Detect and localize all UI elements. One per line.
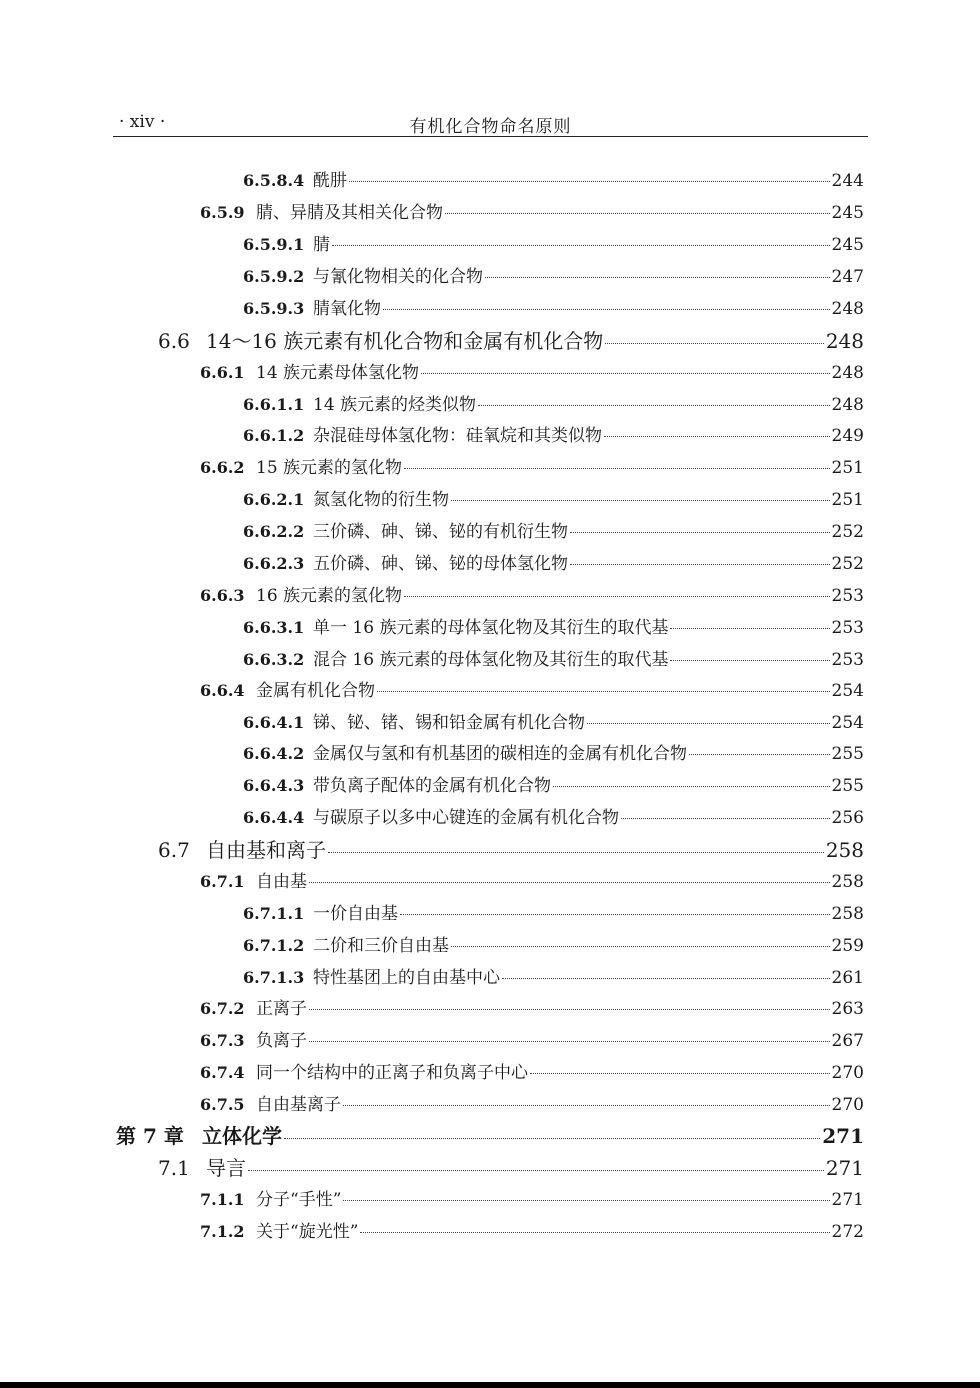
toc-entry-page: 253 bbox=[831, 650, 864, 670]
toc-entry[interactable] bbox=[243, 421, 864, 446]
dot-leader bbox=[284, 1138, 820, 1139]
toc-entry-page: 259 bbox=[831, 936, 864, 956]
toc-entry[interactable] bbox=[243, 166, 864, 191]
toc-entry-title: 混合 16 族元素的母体氢化物及其衍生的取代基 bbox=[313, 650, 669, 670]
toc-entry-number: 6.7.1.2 bbox=[243, 936, 305, 955]
dot-leader bbox=[570, 532, 830, 533]
toc-entry-number: 6.7.4 bbox=[200, 1063, 245, 1082]
dot-leader bbox=[404, 468, 830, 469]
toc-entry-number: 6.6 bbox=[158, 329, 190, 353]
toc-entry-number: 6.7.5 bbox=[200, 1095, 245, 1114]
toc-entry[interactable] bbox=[116, 1120, 864, 1149]
toc-entry-number: 6.6.4.4 bbox=[243, 808, 305, 827]
toc-entry-page: 248 bbox=[825, 329, 864, 353]
dot-leader bbox=[383, 309, 830, 310]
dot-leader bbox=[689, 754, 830, 755]
toc-entry-number: 6.7 bbox=[158, 838, 190, 862]
toc-entry-number: 6.6.4.1 bbox=[243, 713, 305, 732]
toc-entry-title: 单一 16 族元素的母体氢化物及其衍生的取代基 bbox=[313, 618, 669, 638]
toc-entry-number: 6.6.1.1 bbox=[243, 395, 305, 414]
toc-entry[interactable] bbox=[243, 613, 864, 638]
toc-entry-number: 6.6.4.3 bbox=[243, 776, 305, 795]
toc-entry[interactable] bbox=[243, 931, 864, 956]
dot-leader bbox=[343, 1105, 830, 1106]
toc-entry[interactable] bbox=[200, 453, 864, 478]
toc-entry-number: 7.1 bbox=[158, 1156, 190, 1180]
toc-entry[interactable] bbox=[200, 1185, 864, 1210]
toc-entry-title: 五价磷、砷、锑、铋的母体氢化物 bbox=[313, 554, 568, 574]
toc-entry-number: 6.5.9.1 bbox=[243, 235, 305, 254]
dot-leader bbox=[248, 1170, 824, 1171]
toc-entry-number: 6.6.2 bbox=[200, 458, 245, 477]
dot-leader bbox=[377, 691, 830, 692]
toc-entry-number: 6.6.1 bbox=[200, 363, 245, 382]
toc-entry-title: 金属仅与氢和有机基团的碳相连的金属有机化合物 bbox=[313, 744, 687, 764]
toc-entry[interactable] bbox=[243, 803, 864, 828]
toc-entry-number: 6.6.3.1 bbox=[243, 618, 305, 637]
dot-leader bbox=[332, 245, 830, 246]
toc-entry-page: 270 bbox=[831, 1095, 864, 1115]
toc-entry[interactable] bbox=[243, 230, 864, 255]
toc-entry-page: 253 bbox=[831, 586, 864, 606]
toc-entry[interactable] bbox=[243, 708, 864, 733]
dot-leader bbox=[400, 914, 830, 915]
toc-entry-title: 关于“旋光性” bbox=[256, 1222, 359, 1242]
dot-leader bbox=[478, 405, 830, 406]
dot-leader bbox=[343, 1200, 829, 1201]
dot-leader bbox=[451, 946, 830, 947]
toc-entry-page: 252 bbox=[831, 554, 864, 574]
dot-leader bbox=[404, 596, 830, 597]
toc-entry[interactable] bbox=[243, 262, 864, 287]
toc-entry-page: 272 bbox=[831, 1222, 864, 1242]
toc-entry-title: 氮氢化物的衍生物 bbox=[313, 490, 449, 510]
toc-entry-title: 锑、铋、锗、锡和铅金属有机化合物 bbox=[313, 713, 585, 733]
dot-leader bbox=[445, 213, 830, 214]
toc-entry-title: 导言 bbox=[206, 1156, 246, 1180]
toc-entry-number: 6.6.3.2 bbox=[243, 650, 305, 669]
toc-entry-title: 自由基 bbox=[256, 872, 307, 892]
toc-entry-number: 6.6.2.1 bbox=[243, 490, 305, 509]
dot-leader bbox=[349, 181, 830, 182]
dot-leader bbox=[670, 628, 829, 629]
toc-entry-number: 6.6.2.3 bbox=[243, 554, 305, 573]
dot-leader bbox=[309, 882, 830, 883]
dot-leader bbox=[570, 564, 830, 565]
toc-entry-number: 6.6.2.2 bbox=[243, 522, 305, 541]
toc-entry-title: 分子“手性” bbox=[256, 1190, 342, 1210]
toc-entry-page: 270 bbox=[831, 1063, 864, 1083]
dot-leader bbox=[309, 1009, 830, 1010]
book-title: 有机化合物命名原则 bbox=[409, 117, 572, 137]
toc-entry[interactable] bbox=[243, 294, 864, 319]
toc-entry-page: 271 bbox=[822, 1124, 864, 1148]
toc-entry-page: 248 bbox=[831, 395, 864, 415]
toc-entry-title: 腈、异腈及其相关化合物 bbox=[256, 203, 443, 223]
bottom-border bbox=[0, 1382, 980, 1388]
toc-entry-page: 248 bbox=[831, 363, 864, 383]
dot-leader bbox=[621, 818, 830, 819]
toc-entry[interactable] bbox=[200, 1090, 864, 1115]
toc-entry-page: 251 bbox=[831, 490, 864, 510]
dot-leader bbox=[328, 852, 824, 853]
toc-entry-number: 6.5.9.2 bbox=[243, 267, 305, 286]
toc-entry-page: 255 bbox=[831, 776, 864, 796]
toc-entry-number: 6.6.1.2 bbox=[243, 426, 305, 445]
toc-entry-number: 6.7.3 bbox=[200, 1031, 245, 1050]
toc-entry-title: 三价磷、砷、锑、铋的有机衍生物 bbox=[313, 522, 568, 542]
toc-entry[interactable] bbox=[200, 867, 864, 892]
toc-entry-title: 正离子 bbox=[256, 999, 307, 1019]
toc-entry-page: 251 bbox=[831, 458, 864, 478]
toc-entry-title: 14 族元素的烃类似物 bbox=[313, 395, 477, 415]
toc-entry[interactable] bbox=[200, 1217, 864, 1242]
page-number: · xiv · bbox=[119, 112, 166, 132]
toc-entry-number: 6.7.1.1 bbox=[243, 904, 305, 923]
toc-entry-page: 249 bbox=[831, 426, 864, 446]
toc-entry-page: 245 bbox=[831, 203, 864, 223]
toc-entry-page: 252 bbox=[831, 522, 864, 542]
toc-entry-page: 271 bbox=[825, 1156, 864, 1180]
toc-entry[interactable] bbox=[200, 358, 864, 383]
toc-entry-title: 杂混硅母体氢化物：硅氧烷和其类似物 bbox=[313, 426, 602, 446]
toc-entry[interactable] bbox=[243, 549, 864, 574]
dot-leader bbox=[587, 723, 830, 724]
toc-entry-page: 254 bbox=[831, 713, 864, 733]
toc-entry-page: 258 bbox=[825, 838, 864, 862]
toc-entry-title: 腈 bbox=[313, 235, 330, 255]
toc-entry-page: 244 bbox=[831, 171, 864, 191]
toc-entry-number: 7.1.1 bbox=[200, 1190, 245, 1209]
toc-entry[interactable] bbox=[158, 1152, 864, 1181]
toc-entry-title: 立体化学 bbox=[202, 1124, 282, 1148]
toc-entry-page: 255 bbox=[831, 744, 864, 764]
running-header bbox=[113, 110, 868, 137]
toc-entry[interactable] bbox=[243, 963, 864, 988]
toc-entry-title: 二价和三价自由基 bbox=[313, 936, 449, 956]
toc-entry[interactable] bbox=[200, 676, 864, 701]
toc-entry-title: 负离子 bbox=[256, 1031, 307, 1051]
toc-entry-number: 6.5.9 bbox=[200, 203, 245, 222]
dot-leader bbox=[502, 978, 830, 979]
toc-entry-page: 267 bbox=[831, 1031, 864, 1051]
toc-entry[interactable] bbox=[243, 771, 864, 796]
toc-entry-page: 245 bbox=[831, 235, 864, 255]
toc-entry[interactable] bbox=[243, 517, 864, 542]
toc-entry-number: 6.7.1 bbox=[200, 872, 245, 891]
toc-entry-number: 6.7.2 bbox=[200, 999, 245, 1018]
toc-entry-page: 271 bbox=[831, 1190, 864, 1210]
toc-entry-title: 与碳原子以多中心键连的金属有机化合物 bbox=[313, 808, 619, 828]
toc-entry-number: 6.5.8.4 bbox=[243, 171, 305, 190]
toc-entry-title: 一价自由基 bbox=[313, 904, 398, 924]
toc-entry-title: 同一个结构中的正离子和负离子中心 bbox=[256, 1063, 528, 1083]
dot-leader bbox=[451, 500, 830, 501]
toc-entry-number: 6.6.4 bbox=[200, 681, 245, 700]
toc-entry-page: 258 bbox=[831, 904, 864, 924]
toc-entry-page: 256 bbox=[831, 808, 864, 828]
toc-entry[interactable] bbox=[243, 390, 864, 415]
toc-entry-number: 6.6.3 bbox=[200, 586, 245, 605]
toc-entry[interactable] bbox=[243, 485, 864, 510]
toc-entry-title: 15 族元素的氢化物 bbox=[256, 458, 403, 478]
toc-entry[interactable] bbox=[243, 739, 864, 764]
toc-entry-page: 254 bbox=[831, 681, 864, 701]
dot-leader bbox=[604, 436, 830, 437]
dot-leader bbox=[309, 1041, 830, 1042]
toc-entry-title: 与氰化物相关的化合物 bbox=[313, 267, 483, 287]
dot-leader bbox=[530, 1073, 830, 1074]
toc-entry-title: 16 族元素的氢化物 bbox=[256, 586, 403, 606]
toc-entry-title: 自由基离子 bbox=[256, 1095, 341, 1115]
toc-entry[interactable] bbox=[200, 581, 864, 606]
dot-leader bbox=[553, 786, 830, 787]
toc-entry[interactable] bbox=[200, 1026, 864, 1051]
toc-entry-page: 261 bbox=[831, 968, 864, 988]
toc-entry-number: 6.6.4.2 bbox=[243, 744, 305, 763]
dot-leader bbox=[421, 373, 830, 374]
toc-entry[interactable] bbox=[158, 834, 864, 863]
toc-entry-title: 特性基团上的自由基中心 bbox=[313, 968, 500, 988]
toc-entry-page: 258 bbox=[831, 872, 864, 892]
toc-entry-number: 6.5.9.3 bbox=[243, 299, 305, 318]
toc-entry-page: 263 bbox=[831, 999, 864, 1019]
toc-entry-title: 酰肼 bbox=[313, 171, 347, 191]
toc-entry-number: 第 7 章 bbox=[116, 1124, 184, 1148]
toc-entry-number: 7.1.2 bbox=[200, 1222, 245, 1241]
toc-entry[interactable] bbox=[200, 198, 864, 223]
toc-entry[interactable] bbox=[158, 325, 864, 354]
toc-entry-title: 腈氧化物 bbox=[313, 299, 381, 319]
toc-entry[interactable] bbox=[243, 899, 864, 924]
toc-entry-title: 14 族元素母体氢化物 bbox=[256, 363, 420, 383]
toc-entry-title: 金属有机化合物 bbox=[256, 681, 375, 701]
toc-entry[interactable] bbox=[200, 1058, 864, 1083]
toc-entry-page: 253 bbox=[831, 618, 864, 638]
dot-leader bbox=[605, 343, 824, 344]
toc-entry-title: 自由基和离子 bbox=[206, 838, 326, 862]
toc-entry-number: 6.7.1.3 bbox=[243, 968, 305, 987]
toc-entry-page: 247 bbox=[831, 267, 864, 287]
toc-entry[interactable] bbox=[200, 994, 864, 1019]
dot-leader bbox=[360, 1232, 829, 1233]
toc-entry-title: 14～16 族元素有机化合物和金属有机化合物 bbox=[206, 329, 604, 353]
toc-entry-title: 带负离子配体的金属有机化合物 bbox=[313, 776, 551, 796]
dot-leader bbox=[670, 660, 829, 661]
toc-entry[interactable] bbox=[243, 645, 864, 670]
dot-leader bbox=[485, 277, 830, 278]
toc-entry-page: 248 bbox=[831, 299, 864, 319]
